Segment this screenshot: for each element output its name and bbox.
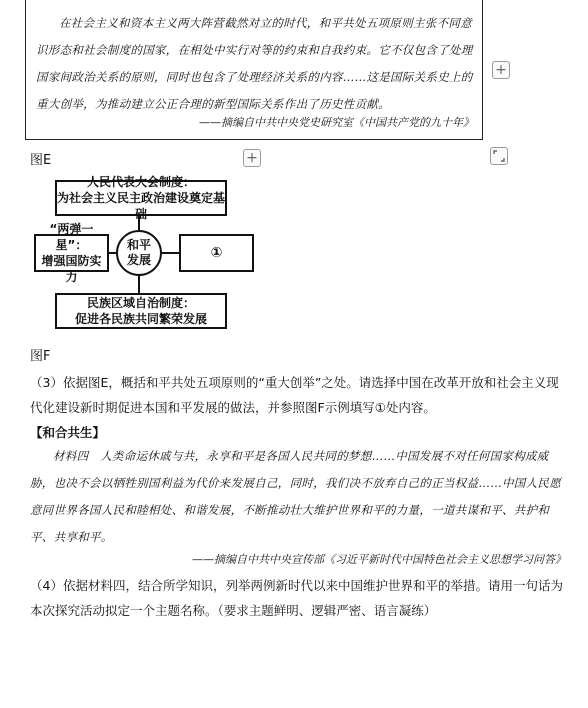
center-line-2: 发展 <box>126 253 151 267</box>
figure-f-label: 图F <box>30 349 51 364</box>
section-title: 【和合共生】 <box>30 425 106 440</box>
box-bottom <box>55 293 227 329</box>
box-left-line-1: “两弹一星”： <box>49 222 94 252</box>
question-3: （3）依据图E，概括和平共处五项原则的“重大创举”之处。请选择中国在改革开放和社会主义现代化建设新时期促进本国和平发展的做法，并参照图F示例填写①处内容。 <box>30 375 559 415</box>
connector-bottom <box>138 275 140 294</box>
box-right-blank <box>179 234 254 272</box>
box-bottom-line-1: 民族区域自治制度： <box>86 296 195 310</box>
plus-icon: + <box>495 62 507 78</box>
quote-block <box>25 0 483 140</box>
material-4: 材料四 人类命运休戚与共，永享和平是各国人民共同的梦想……中国发展不对任何国家构成威胁，也决不会以牺牲别国利益为代价来发展自己，同时，我们决不放弃自己的正当权益……中国人民愿意同世界各国人民和睦相处、和谐发展，不断推动壮大维护世界和平的力量，一道共谋和平、共护和平、共享和平。 <box>30 449 561 544</box>
add-block-button[interactable] <box>492 61 510 79</box>
blank-marker: ① <box>210 245 223 261</box>
quote-text: 在社会主义和资本主义两大阵营截然对立的时代，和平共处五项原则主张不同意识形态和社会制度的国家，在相处中实行对等的约束和自我约束。它不仅包含了处理国家间政治关系的原则，同时也包含了处理经济关系的内容……这是国际关系史上的重大创举，为推动建立公正合理的新型国际关系作出了历史性贡献。 <box>36 16 473 111</box>
connector-right <box>161 252 180 254</box>
add-block-button-2[interactable] <box>243 149 261 167</box>
expand-icon <box>493 150 505 162</box>
box-left <box>34 222 109 284</box>
plus-icon: + <box>246 150 258 166</box>
center-line-1: 和平 <box>126 238 151 252</box>
box-top <box>55 175 227 221</box>
expand-button[interactable] <box>490 147 508 165</box>
box-top-line-1: 人民代表大会制度： <box>86 175 195 189</box>
box-left-line-2: 增强国防实力 <box>41 254 102 284</box>
box-bottom-line-2: 促进各民族共同繁荣发展 <box>74 312 207 326</box>
figure-e-label: 图E <box>30 153 52 168</box>
center-circle <box>116 230 162 276</box>
box-top-line-2: 为社会主义民主政治建设奠定基础 <box>57 191 226 221</box>
material-4-source: ——摘编自中共中央宣传部《习近平新时代中国特色社会主义思想学习问答》 <box>192 553 566 566</box>
question-4: （4）依据材料四，结合所学知识，列举两例新时代以来中国维护世界和平的举措。请用一句话为本次探究活动拟定一个主题名称。（要求主题鲜明、逻辑严密、语言凝练） <box>30 578 563 618</box>
quote-source: ——摘编自中共中央党史研究室《中国共产党的九十年》 <box>199 116 474 129</box>
